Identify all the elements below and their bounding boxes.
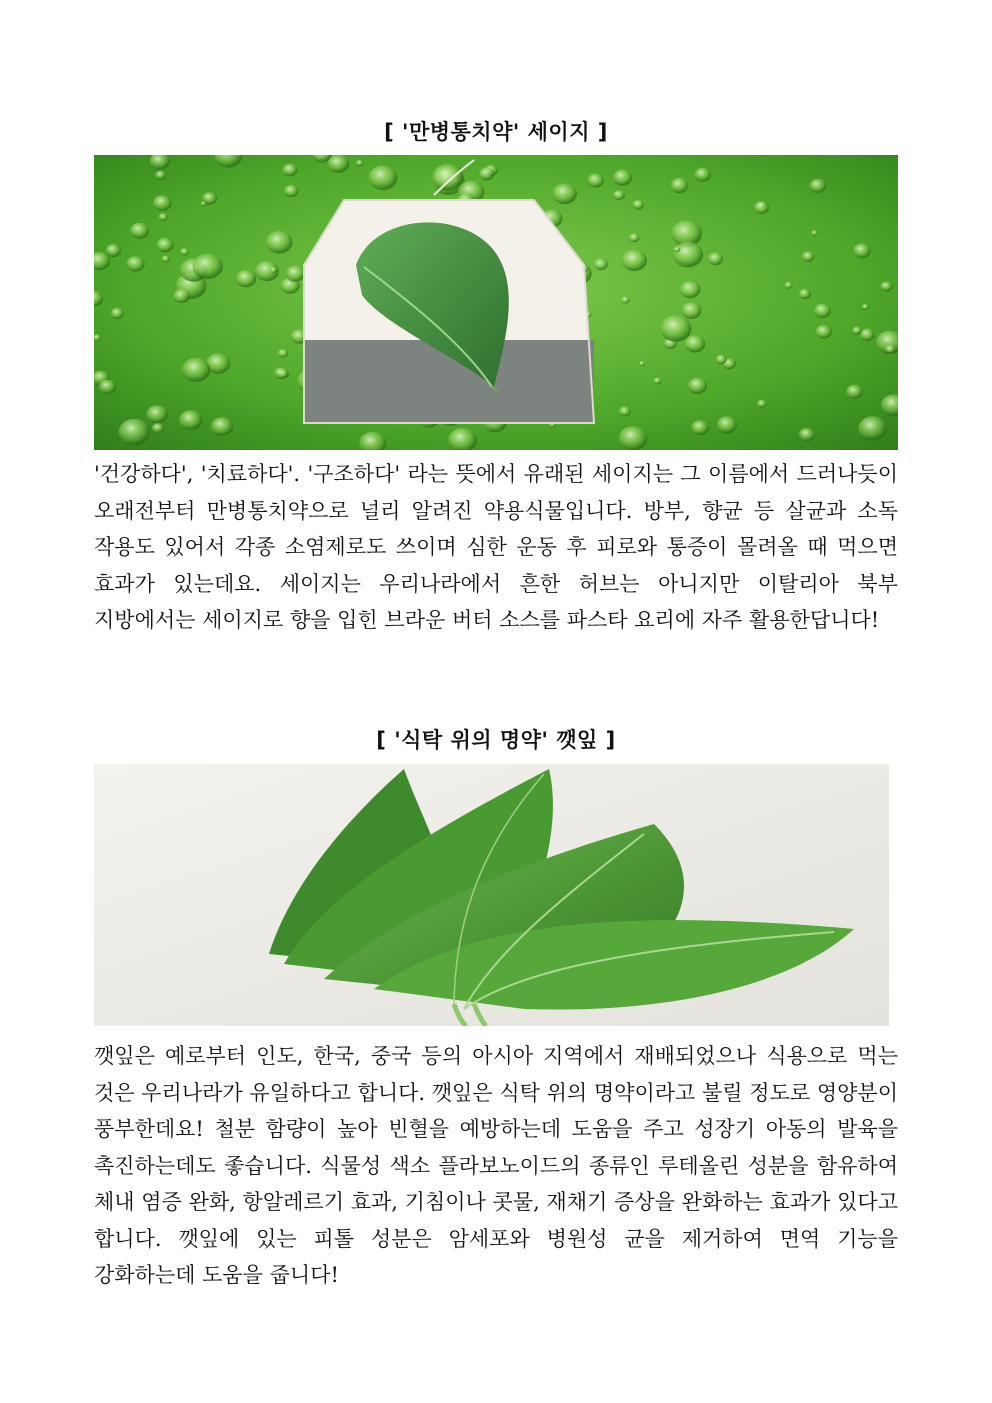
water-droplet xyxy=(162,256,170,263)
water-droplet xyxy=(613,190,625,200)
water-droplet xyxy=(621,296,629,303)
sage-description xyxy=(94,456,898,639)
water-droplet xyxy=(862,304,869,310)
water-droplet xyxy=(846,385,863,399)
water-droplet xyxy=(802,251,814,262)
water-droplet xyxy=(159,213,168,221)
sage-paragraph: '건강하다', '치료하다'. '구조하다' 라는 뜻에서 유래된 세이지는 그 이름에서 드러나듯이 오래전부터 만병통치약으로 널리 알려진 약용식물입니다. 방부, 향균 등 살균과 소독 작용도 있어서 각종 소염제로도 쓰이며 심한 운동 후 피로와 통증이 몰려올 때 먹으면 효과가 있는데요. 세이지는 우리나라에서 흔한 허브는 아니지만 이탈리아 북부 지방에서는 세이지로 향을 입힌 브라운 버터 소스를 파스타 요리에 자주 활용한답니다! xyxy=(94,462,898,632)
water-droplet xyxy=(119,419,150,446)
water-droplet xyxy=(691,420,709,435)
water-droplet xyxy=(266,231,293,254)
water-droplet xyxy=(211,417,233,436)
water-droplet xyxy=(270,267,277,273)
water-droplet xyxy=(688,378,707,394)
water-droplet xyxy=(156,238,173,253)
water-droplet xyxy=(716,355,727,365)
water-droplet xyxy=(619,406,631,416)
water-droplet xyxy=(236,270,256,287)
water-droplet xyxy=(155,171,166,180)
perilla-paragraph: 깻잎은 예로부터 인도, 한국, 중국 등의 아시아 지역에서 재배되었으나 식용으로 먹는 것은 우리나라가 유일하다고 합니다. 깻잎은 식탁 위의 명약이라고 불릴 정도로 영양분이 풍부한데요! 철분 함량이 높아 빈혈을 예방하는데 도움을 주고 성장기 아동의 발육을 촉진하는데도 좋습니다. 식물성 색소 플라보노이드의 종류인 루테올린 성분을 함유하여 체내 염증 완화, 항알레르기 효과, 기침이나 콧물, 재채기 증상을 완화하는 효과가 있다고 합니다. 깻잎에 있는 피톨 성분은 암세포와 병원성 균을 제거하여 면역 기능을 강화하는데 도움을 줍니다! xyxy=(94,1044,898,1287)
water-droplet xyxy=(328,155,350,173)
water-droplet xyxy=(653,377,661,384)
water-droplet xyxy=(673,247,680,253)
water-droplet xyxy=(633,200,644,210)
water-droplet xyxy=(369,166,398,191)
water-droplet xyxy=(286,265,305,281)
water-droplet xyxy=(682,302,702,319)
water-droplet xyxy=(152,423,164,433)
water-droplet xyxy=(757,400,767,408)
water-droplet xyxy=(594,258,608,270)
water-droplet xyxy=(885,345,895,354)
water-droplet xyxy=(639,361,645,366)
water-droplet xyxy=(180,248,189,255)
water-droplet xyxy=(810,179,827,193)
water-droplet xyxy=(695,168,711,182)
water-droplet xyxy=(852,327,862,335)
water-droplet xyxy=(619,426,648,450)
water-droplet xyxy=(613,170,632,186)
water-droplet xyxy=(130,223,149,239)
water-droplet xyxy=(153,195,172,211)
water-droplet xyxy=(99,380,116,395)
water-droplet xyxy=(754,201,769,214)
water-droplet xyxy=(179,410,202,430)
water-droplet xyxy=(685,335,705,352)
water-droplet xyxy=(182,358,210,382)
perilla-description xyxy=(94,1038,898,1294)
water-droplet xyxy=(202,192,217,204)
water-droplet xyxy=(799,428,815,442)
water-droplet xyxy=(799,289,811,299)
water-droplet xyxy=(173,289,190,303)
water-droplet xyxy=(880,281,892,291)
water-droplet xyxy=(680,281,700,298)
water-droplet xyxy=(278,349,288,358)
water-droplet xyxy=(356,160,364,166)
water-droplet xyxy=(629,233,639,242)
water-droplet xyxy=(127,256,145,271)
water-droplet xyxy=(553,184,577,205)
water-droplet xyxy=(858,416,886,440)
water-droplet xyxy=(853,244,870,259)
water-droplet xyxy=(673,242,703,268)
water-droplet xyxy=(816,325,832,339)
water-droplet xyxy=(193,254,223,279)
water-droplet xyxy=(282,164,297,177)
perilla-heading: [ '식탁 위의 명약' 깻잎 ] xyxy=(376,728,616,752)
perilla-leaves-image xyxy=(94,764,889,1026)
water-droplet xyxy=(106,244,121,257)
water-droplet xyxy=(147,405,168,423)
water-droplet xyxy=(785,282,793,289)
water-droplet xyxy=(588,174,604,188)
water-droplet xyxy=(622,250,647,271)
water-droplet xyxy=(814,304,831,318)
water-droplet xyxy=(661,315,692,341)
water-droplet xyxy=(708,252,723,265)
water-droplet xyxy=(671,178,689,193)
sage-heading: [ '만병통치약' 세이지 ] xyxy=(384,120,608,144)
water-droplet xyxy=(284,185,298,197)
water-droplet xyxy=(860,329,875,341)
sage-teabag-image xyxy=(94,155,898,450)
water-droplet xyxy=(111,308,124,319)
water-droplet xyxy=(811,230,818,236)
water-droplet xyxy=(274,367,288,379)
water-droplet xyxy=(717,416,737,433)
water-droplet xyxy=(479,167,494,180)
water-droplet xyxy=(432,164,463,191)
